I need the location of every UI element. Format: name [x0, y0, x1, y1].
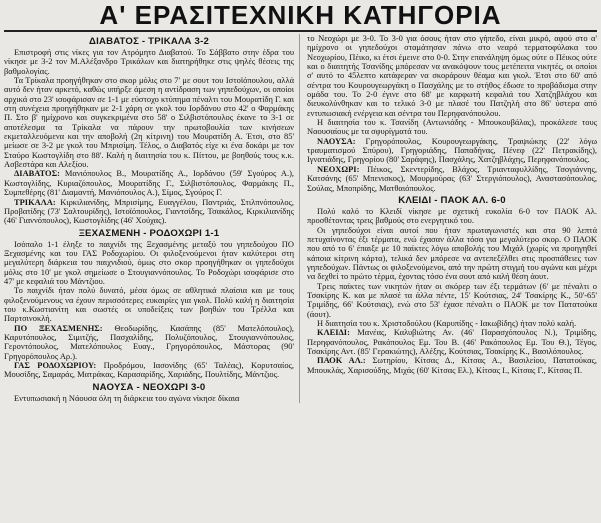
lineup-text: Κιρκιλιανίδης, Μπρισίμης, Ευαγγέλου, Παντριάς, Στιλπνόπουλος, Προβατίδης (73' Σαλτουρίδης), Ιστοϊόπουλος, Γιαντσίδης, Τσακάλος, Κιρκιλιανίδης (46' Γιαννόπουλος), Κωστογλίδης (46' Χούχας). [4, 196, 295, 226]
lineup-paragraph [4, 324, 294, 361]
match-title-naousa: ΝΑΟΥΣΑ - ΝΕΟΧΩΡΙ 3-0 [92, 381, 206, 393]
lineup-label: ΓΑΣ ΡΟΔΟΧΩΡΙΟΥ: [14, 360, 97, 370]
lineup-paragraph [307, 165, 597, 193]
lineup-text: Προδρόμου, Ιασονίδης (65' Ταλέας), Κορυτσαίος, Μουσίδης, Σαμαράς, Ματράκας, Καρασαρίδης, Χαριάδης, Πουλτίδης, Μάντζιος. [4, 360, 294, 380]
lineup-label: ΠΑΟΚ ΑΛ.: [317, 355, 366, 366]
paragraph: Επιστροφή στις νίκες για τον Ατρόμητο Διαβατού. Το Σάββατο στην έδρα του νίκησε με 3-2 τον Μ.Αλέξανδρο Τρικάλων και διατηρήθηκε στις ψηλές θέσεις της βαθμολογίας. [4, 47, 294, 76]
paragraph: Τρεις παίκτες των νικητών ήταν οι σκόρερ των έξι τερμάτων (6' με πέναλτι ο Τσακίρης Κ. και με πλασέ τα άλλα πέντε, 15' Κούτσιας, 24' Τσακίρης Κ., 50'-65' Τριμίδης, 66' Κούτσιας), ενώ στο 53' έχασε πέναλτι ο ΠΑΟΚ με τον Πατατούκα (άουτ). [307, 280, 597, 319]
lineup-paragraph [307, 356, 597, 375]
match-title-xechasmeni: ΞΕΧΑΣΜΕΝΗ - ΡΟΔΟΧΩΡΙ 1-1 [78, 227, 220, 239]
page-headline: Α' ΕΡΑΣΙΤΕΧΝΙΚΗ ΚΑΤΗΓΟΡΙΑ [99, 0, 502, 30]
lineup-label: ΔΙΑΒΑΤΟΣ: [14, 168, 60, 179]
match-title-diavatos: ΔΙΑΒΑΤΟΣ - ΤΡΙΚΑΛΑ 3-2 [88, 36, 210, 47]
lineup-label: ΝΑΟΥΣΑ: [317, 135, 356, 146]
paragraph: Η διαιτησία του κ. Χριστοδούλου (Καρυπίδης - Ιακωβίδης) ήταν πολύ καλή. [317, 317, 577, 328]
lineup-label: ΠΟ ΞΕΧΑΣΜΕΝΗΣ: [14, 322, 103, 333]
paragraph: Πολύ καλό το Κλειδί νίκησε με σχετική ευκολία 6-0 τον ΠΑΟΚ Αλ. προσθέτοντας τρεις βαθμούς στο ενεργητικό του. [307, 205, 597, 226]
paragraph: Εντυπωσιακή η Νάουσα όλη τη διάρκεια του αγώνα νίκησε δίκαια [14, 392, 240, 403]
lineup-text: Μανιόπουλος Β., Μουρατίδης Α., Ιορδάνου (59' Σγούρος Α.), Κωστογλίδης, Κυριαζόπουλος, Μουρατίδης Γ., Σιλβιστόπουλος, Φαρμάκης Π., Συμπεθέρης (81' Διαμαντή, Μανιόπουλος Α.), Σίμος, Σγούρος Γ. [4, 168, 294, 198]
lineup-label: ΤΡΙΚΑΛΑ: [14, 196, 56, 207]
right-column [306, 34, 597, 403]
paragraph: Τα Τρίκαλα προηγήθηκαν στο σκορ μόλις στο 7' με σουτ του Ιστοϊόπουλου, αλλά αυτό δεν ήταν αρκετό, καθώς υπήρξε άμεση η αντίδραση των γηπεδούχων, οι οποίοι αρχικά στο 23' ισοφάρισαν σε 1-1 με εύστοχο κτύπημα πέναλτι του Μουρατίδη Γ. και στη συνέχεια προηγήθηκαν με 2-1 χάρη σε γκολ του Ιορδάνου στο 42' ο Φαρμάκης Π. Στο β' ημίχρονο και συγκεκριμένα στο 58' ο Σιλβιστόπουλος έκανε το 3-1 σε αποτέλεσμα τα Τρίκαλα να πάρουν την πρωτοβουλία των κινήσεων εκμεταλλευόμενα και την αποβολή (2η κίτρινη) του Μουρατίδη Α. Έτσι, στο 85' μείωσε σε 3-2 με γκολ του Μπρισίμη. Τέλος, ο Διαβατός είχε κι ένα δοκάρι με τον Σταύρο Κωστογλίδη στο 88'. Καλή η διαιτησία του κ. Πίττου, με βοηθούς τους κ.κ. Ασβεστάρα και Αλεξίου. [4, 75, 294, 170]
paragraph: Ισόπαλο 1-1 έληξε το παιχνίδι της Ξεχασμένης μεταξύ του γηπεδούχου ΠΟ Ξεχασμένης και του ΓΑΣ Ροδοχωρίου. Οι φιλοξενούμενοι ήταν καλύτεροι στη μεγαλύτερη διάρκεια του παιχνιδιού, όμως στο σκορ προηγήθηκαν οι γηπεδούχοι μόλις στο 10' με γκολ σημείωσε ο Στουγιαννόπουλος. Το Ροδοχώρι ισοφάρισε στο 47' με κεφαλιά του Μάντζιου. [4, 238, 294, 286]
paragraph: το Νεοχώρι με 3-0. Το 3-0 για όσους ήταν στο γήπεδο, είναι μικρό, αφού στο α' ημίχρονο οι γηπεδούχοι σταμάτησαν πάνω στο νεαρό τερματοφύλακα του Νεοχωρίου, Πέικο, κι έτσι έμεινε στο 0-0. Στην επανάληψη όμως ούτε ο Πέικος ούτε και ο διαιτητής Τσανίδης μπόρεσαν να ανακόψουν τους μετέπειτα νικητές, οι οποίοι σ' αυτό το 45λεπτο κατάφεραν να σκοράρουν θέαμα και γκολ. Έτσι στο 60' από σέντρα του Κουρουγεωργάκη ο Πασχάλης με το στήθος έδωσε το προβάδισμα στην ομάδα του. Το 2-0 έγινε στο 68' με καρφωτή κεφαλιά του Χατζηβλάχου και διευκολύνθηκαν και το τελικό 3-0 με πλασέ του Πατζηλή στο 86' ύστερα από εντυπωσιακή ενέργεια και σέντρα του Περηφανόπουλου. [307, 33, 597, 118]
lineup-text: Θεοδωρίδης, Κασάπης (85' Ματελόπουλος), Καρυτόπουλος, Σιμιτζής, Πασχαλίδης, Πολυζόπουλος, Στουγιαννόπουλος, Γεροντόπουλος, Ματελόπουλος Ευαγ., Γρηγορόπουλος, Μάστορας (90' Γρηγορόπουλος Αρ.). [4, 322, 295, 361]
left-column [4, 34, 300, 403]
lineup-text: Πέικος, Σκεντερίδης, Βλάχος, Τριανταφυλλίδης, Τσογιάννης, Κατσάνης (65' Μπενισκος), Μουρμούρας (63' Στεργιόπουλος), Αναστασόπουλος, Σούλας, Μποπρίδης, Ματθαιόπουλος. [307, 163, 598, 193]
paragraph: Το παιχνίδι ήταν πολύ δυνατό, μέσα όμως σε αθλητικά πλαίσια και με τους φιλοξενούμενους να έχουν περισσότερες ευκαιρίες για γκολ. Πολύ καλή η διαιτησία του κ.Κωστιανίτη και σωστές οι υποδείξεις των βοηθών του Τρέλλα και Παρτσινοκλή. [4, 285, 294, 324]
lineup-paragraph [4, 198, 294, 226]
lineup-paragraph [4, 361, 294, 380]
paragraph: Η διαιτησία του κ. Τσανίδη (Αντωνιάδης - Μπουκουβάλας), προκάλεσε τους Ναουσαίους με τα σφυρίγματά του. [307, 117, 597, 137]
paragraph: Οι γηπεδούχοι είναι αυτοί που ήταν πρωταγωνιστές και στα 90 λεπτά πετυχαίνοντας έξι τέρματα, ενώ έχασαν άλλα τόσα για μεγαλύτερο σκορ. Ο ΠΑΟΚ που από το 6' έπαιξε με 10 παίκτες λόγω αποβολής του Μιχάλ (χωρίς να προηγηθεί κάποια κίτρινη κάρτα), τελικά δεν μπόρεσε να αντεπεξέλθει στις προσπάθειες των γηπεδούχων. Πάντως οι φιλοξενούμενοι, από την πρώτη στιγμή του αγώνα και μέχρι να δεχθεί το πρώτο τέρμα, έχοντας τόσο ένα σουτ από καλή θέση άουτ. [307, 224, 597, 282]
lineup-text: Σωτηρίου, Κίτσας Δ., Κίτσας Α., Βασιλείου, Πατατούκας, Μπουκλάς, Χαρισούδης, Μιχάς (60' Κίτσας Ελ.), Κίτσας Ι., Κίτσας Γ., Κίτσας Π. [307, 355, 598, 375]
lineup-label: ΚΛΕΙΔΙ: [317, 327, 350, 338]
lineup-paragraph [307, 137, 597, 165]
lineup-paragraph [4, 169, 294, 197]
lineup-text: Γρηγορόπουλος, Κουρουγεωργάκης, Τραψιώκης (22' λόγω τραυματισμού Σπύρου), Γρηγοριάδης, Παπαδήνας, Πένεφ (22' Πετρακίδης), Ιγνατιάδης, Γρηγορίου (80' Σαράφης), Πασχάλης, Χατζηβλάχης, Περηφανόπουλος. [307, 135, 598, 165]
article-columns [4, 34, 597, 403]
lineup-paragraph [307, 328, 597, 356]
masthead [4, 0, 597, 32]
lineup-text: Μανέας, Καλυβιώτης Αν. (46' Παρασχόπουλος Ν.), Τριμίδης, Περηφανόπουλος, Ρακόπουλος Εμ. Του Β. (46' Ρακόπουλος Εμ. Του Θ.), Τέγος, Τσακίρης Αντ. (85' Γερακιώτης), Αλέξης, Κούτσιας, Τσακίρης Κ., Βασιλόπουλος. [307, 327, 598, 356]
match-title-kleidi: ΚΛΕΙΔΙ - ΠΑΟΚ ΑΛ. 6-0 [398, 194, 506, 206]
lineup-label: ΝΕΟΧΩΡΙ: [317, 163, 360, 174]
